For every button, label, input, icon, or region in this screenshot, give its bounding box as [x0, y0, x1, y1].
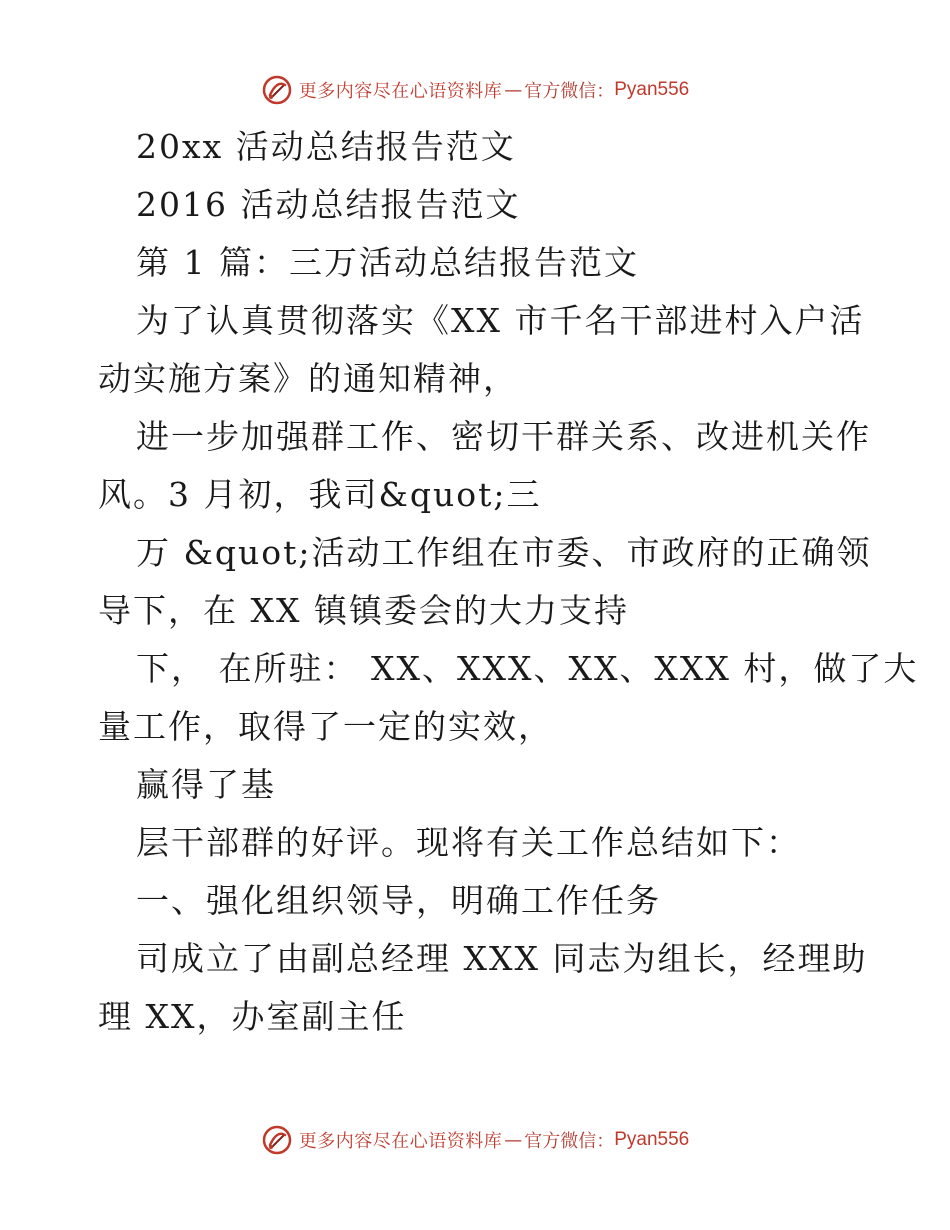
doc-paragraph-line: 下， 在所驻： XX、XXX、XX、XXX 村，做了大 [136, 649, 919, 688]
brand-logo-icon [261, 1124, 293, 1156]
doc-paragraph-line: 理 XX，办室副主任 [98, 997, 407, 1036]
banner-wechat-label: 官方微信： [524, 81, 615, 102]
brand-logo-icon [261, 74, 293, 106]
doc-paragraph-line: 进一步加强群工作、密切干群关系、改进机关作 [136, 417, 871, 456]
header-watermark-banner [0, 72, 950, 108]
banner-dash: — [504, 79, 523, 101]
doc-section-heading: 一、强化组织领导，明确工作任务 [136, 881, 661, 920]
doc-paragraph-line: 风。3 月初，我司&quot;三 [98, 475, 542, 514]
doc-paragraph-line: 动实施方案》的通知精神， [98, 359, 518, 398]
doc-paragraph-line: 层干部群的好评。现将有关工作总结如下： [136, 823, 801, 862]
doc-section-heading: 第 1 篇：三万活动总结报告范文 [136, 243, 639, 282]
banner-wechat-id: Pyan556 [614, 1129, 690, 1150]
doc-paragraph-line: 万 &quot;活动工作组在市委、市政府的正确领 [136, 533, 872, 572]
banner-wechat-id: Pyan556 [614, 79, 690, 100]
doc-title-line: 20xx 活动总结报告范文 [136, 127, 516, 166]
footer-watermark-banner [0, 1122, 950, 1158]
doc-paragraph-line: 司成立了由副总经理 XXX 同志为组长，经理助 [136, 939, 868, 978]
doc-paragraph-line: 量工作，取得了一定的实效， [98, 707, 553, 746]
doc-paragraph-line: 赢得了基 [136, 765, 276, 804]
banner-brand-text: 更多内容尽在心语资料库 [298, 81, 503, 102]
banner-brand-text: 更多内容尽在心语资料库 [298, 1131, 503, 1152]
doc-paragraph-line: 导下，在 XX 镇镇委会的大力支持 [98, 591, 629, 630]
banner-wechat-label: 官方微信： [524, 1131, 615, 1152]
doc-subtitle-line: 2016 活动总结报告范文 [136, 185, 521, 224]
banner-dash: — [504, 1129, 523, 1151]
document-body [98, 118, 919, 1046]
doc-paragraph-line: 为了认真贯彻落实《XX 市千名干部进村入户活 [136, 301, 865, 340]
